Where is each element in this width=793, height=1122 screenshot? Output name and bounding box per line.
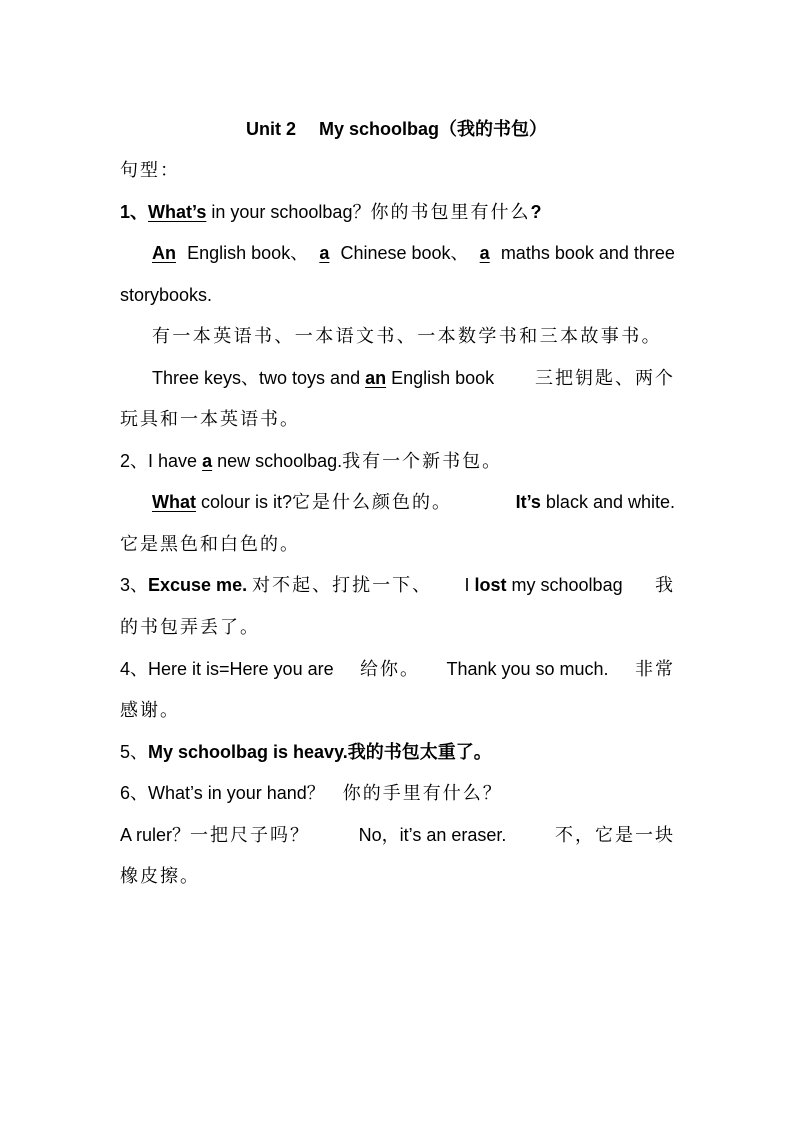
- page-title: Unit 2 My schoolbag（我的书包）: [245, 119, 548, 139]
- item-1-answer-part3: maths book and three: [500, 243, 675, 263]
- item-1-question-mark: ?: [530, 202, 542, 222]
- item-3-left: [120, 573, 432, 597]
- item-2-what: What: [152, 492, 196, 512]
- item-4-thanks: Thank you so much.: [446, 659, 609, 679]
- section-heading: 句型：: [120, 160, 180, 180]
- item-3-lost-word: lost: [474, 575, 507, 595]
- item-2-its: It’s: [515, 492, 541, 512]
- item-3-excuse-me: Excuse me.: [148, 575, 248, 595]
- item-4-left: [120, 657, 334, 681]
- item-3-number: 3、: [120, 575, 149, 595]
- item-1-whats: What’s: [148, 202, 207, 222]
- item-1-answer-a1: a: [319, 243, 330, 263]
- item-1-keys-cn-continued: 玩具和一本英语书。: [120, 409, 300, 429]
- item-1-answer-continued: storybooks.: [120, 285, 213, 305]
- item-1-question: [120, 200, 675, 224]
- item-5-heavy: [120, 740, 675, 764]
- item-4-here-cn: 给你。: [360, 659, 421, 679]
- item-6-number: 6、: [120, 783, 149, 803]
- item-2-cn: 我有一个新书包。: [342, 451, 503, 471]
- item-1-keys-en: [152, 366, 494, 390]
- item-5-number: 5、: [120, 742, 149, 762]
- item-4-number: 4、: [120, 659, 149, 679]
- item-3-cn-continued: 的书包弄丢了。: [120, 617, 260, 637]
- item-6-no-cn: 不，它是一块: [555, 825, 675, 845]
- item-2-colour-question: [152, 490, 452, 514]
- item-2-colour-answer-cn: 它是黑色和白色的。: [120, 534, 300, 554]
- item-1-answer-cn: 有一本英语书、一本语文书、一本数学书和三本故事书。: [152, 326, 662, 346]
- item-2-colour-answer: [516, 490, 675, 514]
- item-1-keys-cn: 三把钥匙、两个: [535, 368, 675, 388]
- item-1-number: 1、: [120, 202, 149, 222]
- item-2-a: a: [202, 451, 213, 471]
- item-1-keys-an: an: [365, 368, 387, 388]
- item-1-keys-part2: English book: [386, 368, 495, 388]
- item-2-colour-cn: 它是什么颜色的。: [292, 492, 453, 512]
- item-1-question-cn: 你的书包里有什么: [370, 202, 531, 222]
- item-6-ruler: [120, 823, 675, 847]
- item-3-excuse-cn: 对不起、打扰一下、: [252, 575, 433, 595]
- item-2-colour-text: colour is it?: [196, 492, 293, 512]
- item-6-hand: [120, 781, 675, 805]
- item-1-answer-an: An: [152, 243, 176, 263]
- item-3-lost: [465, 573, 623, 597]
- item-2-number: 2、: [120, 451, 149, 471]
- item-6-cn: 你的手里有什么？: [342, 783, 503, 803]
- item-6-ruler-en: A ruler？: [120, 825, 191, 845]
- item-1-question-text: in your schoolbag？: [206, 202, 371, 222]
- item-2-colour: [152, 490, 675, 514]
- item-4-thanks-cn: 非常: [634, 659, 675, 679]
- item-4-cn-continued: 感谢。: [120, 700, 180, 720]
- item-4-here-text: Here it is=Here you are: [148, 659, 334, 679]
- item-3-rest: my schoolbag: [506, 575, 623, 595]
- item-5-cn: 我的书包太重了。: [347, 742, 492, 762]
- item-1-keys: [152, 366, 675, 390]
- item-1-answer-part1: English book、: [187, 243, 309, 263]
- item-3-cn-end: 我: [655, 575, 675, 595]
- item-1-answer-a2: a: [479, 243, 490, 263]
- item-1-answer: [152, 241, 675, 265]
- item-1-answer-part2: Chinese book、: [340, 243, 469, 263]
- item-4-here: [120, 657, 675, 681]
- item-3-excuse: [120, 573, 675, 597]
- item-3-i: I: [464, 575, 475, 595]
- item-1-keys-part1: Three keys、two toys and: [152, 368, 366, 388]
- item-6-cn-continued: 橡皮擦。: [120, 866, 200, 886]
- item-2-statement: [120, 449, 675, 473]
- item-2-part2: new schoolbag.: [212, 451, 343, 471]
- item-5-en: My schoolbag is heavy.: [148, 742, 348, 762]
- item-2-black-white: black and white.: [540, 492, 675, 512]
- item-6-ruler-cn: 一把尺子吗？: [190, 825, 311, 845]
- item-6-ruler-left: [120, 823, 310, 847]
- item-6-no-en: No，it’s an eraser.: [358, 825, 507, 845]
- item-6-en: What’s in your hand？: [148, 783, 325, 803]
- item-2-part1: I have: [148, 451, 203, 471]
